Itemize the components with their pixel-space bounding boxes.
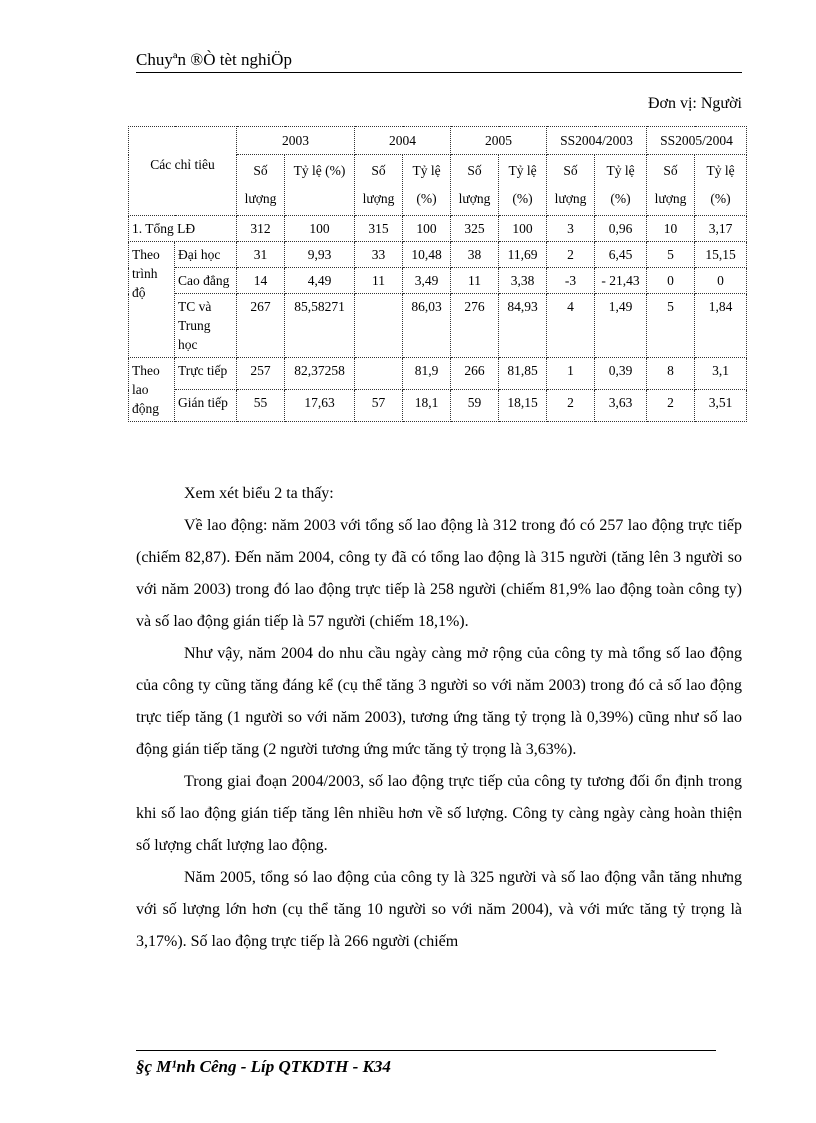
table-cell [355,358,403,390]
table-cell: 14 [237,268,285,294]
paragraph: Xem xét biểu 2 ta thấy: [184,485,334,502]
table-cell: 3,51 [695,390,747,422]
table-cell: 3,38 [499,268,547,294]
table-cell: 2 [647,390,695,422]
table-cell: 11 [451,268,499,294]
table-cell: 11 [355,268,403,294]
paragraph: Năm 2005, tổng só lao động của công ty là 325 người và số lao động vẫn tăng nhưng với số lượng lớn hơn (cụ thể tăng 10 người so với năm 2004), và với mức tăng tỷ trọng là 3,17%). Số lao động trực tiếp là 266 người (chiếm [136,869,742,950]
labor-table [128,126,747,422]
col-header-qty: Số lượng [237,155,285,216]
col-header-ratio: Tỷ lệ (%) [285,155,355,216]
year-header: 2004 [355,127,451,155]
table-cell: 4 [547,294,595,358]
paragraph: Về lao động: năm 2003 với tổng số lao động là 312 trong đó có 257 lao động trực tiếp (chiếm 82,87). Đến năm 2004, công ty đã có tổng lao động là 315 người (tăng lên 3 người so với năm 2003) trong đó lao động trực tiếp là 258 người (chiếm 81,9% lao động toàn công ty) và số lao động gián tiếp là 57 người (chiếm 18,1%). [136,517,742,630]
table-cell: 15,15 [695,242,747,268]
table-row [129,358,747,390]
table-cell: 4,49 [285,268,355,294]
table-header-years [129,127,747,155]
table-row [129,294,747,358]
table-cell: 100 [499,216,547,242]
table-cell: 266 [451,358,499,390]
table-cell: 5 [647,294,695,358]
table-cell: 1 [547,358,595,390]
col-header-qty: Số lượng [547,155,595,216]
table-cell: 81,85 [499,358,547,390]
table-cell: 3,63 [595,390,647,422]
table-cell: 9,93 [285,242,355,268]
table-cell: 6,45 [595,242,647,268]
table-row [129,390,747,422]
col-header-ratio: Tỷ lệ (%) [403,155,451,216]
table-cell: 3 [547,216,595,242]
table-cell: 0,96 [595,216,647,242]
table-cell: 18,15 [499,390,547,422]
table-cell: 100 [285,216,355,242]
table-cell: 3,17 [695,216,747,242]
year-header: SS2005/2004 [647,127,747,155]
unit-label: Đơn vị: Người [647,95,742,112]
table-cell: 0 [695,268,747,294]
table-cell: 10,48 [403,242,451,268]
table-cell: 59 [451,390,499,422]
table-cell: 276 [451,294,499,358]
header-title: Chuyªn ®Ò tèt nghiÖp [136,50,292,69]
table-row [129,268,747,294]
table-cell: 11,69 [499,242,547,268]
table-cell: 1,84 [695,294,747,358]
row-label: Trực tiếp [175,358,237,390]
table-cell: 315 [355,216,403,242]
paragraph: Trong giai đoạn 2004/2003, số lao động trực tiếp của công ty tương đối ổn định trong khi số lao động gián tiếp tăng lên nhiều hơn về số lượng. Công ty càng ngày càng hoàn thiện số lượng chất lượng lao động. [136,773,742,854]
table-cell: 86,03 [403,294,451,358]
table-cell: 8 [647,358,695,390]
group-label: Theo trình độ [129,242,175,358]
col-header-ratio: Tỷ lệ (%) [695,155,747,216]
table-cell: 3,49 [403,268,451,294]
year-header: 2005 [451,127,547,155]
table-cell: -3 [547,268,595,294]
table-cell: 81,9 [403,358,451,390]
table-cell: 85,58271 [285,294,355,358]
table-cell: 33 [355,242,403,268]
row-label: Đại học [175,242,237,268]
table-cell: 38 [451,242,499,268]
table-cell: 1,49 [595,294,647,358]
table-row [129,242,747,268]
col-header-ratio: Tỷ lệ (%) [499,155,547,216]
body-text [136,478,742,958]
table-cell: 100 [403,216,451,242]
table-cell: 0,39 [595,358,647,390]
table-cell: 3,1 [695,358,747,390]
table-cell: 267 [237,294,285,358]
footer-text: §ç M¹nh Cêng - Líp QTKDTH - K34 [136,1057,391,1076]
table-cell: 10 [647,216,695,242]
table-cell: - 21,43 [595,268,647,294]
table-cell: 312 [237,216,285,242]
paragraph: Như vậy, năm 2004 do nhu cầu ngày càng mở rộng của công ty mà tổng số lao động của công ty cũng tăng đáng kể (cụ thể tăng 3 người so với năm 2003) trong đó cả số lao động trực tiếp tăng (1 người so với năm 2003), tương ứng tăng tỷ trọng là 0,39%) cũng như số lao động gián tiếp tăng (2 người tương ứng mức tăng tỷ trọng là 3,63%). [136,645,742,758]
table-cell: 55 [237,390,285,422]
table-cell: 18,1 [403,390,451,422]
row-label: 1. Tổng LĐ [129,216,237,242]
row-label: Cao đẳng [175,268,237,294]
table-cell: 57 [355,390,403,422]
group-label: Theo lao động [129,358,175,422]
col-header-qty: Số lượng [647,155,695,216]
table-cell: 17,63 [285,390,355,422]
table-cell: 31 [237,242,285,268]
table-cell: 5 [647,242,695,268]
year-header: 2003 [237,127,355,155]
table-cell: 325 [451,216,499,242]
table-cell: 2 [547,242,595,268]
table-row-total [129,216,747,242]
table-cell: 2 [547,390,595,422]
criteria-header: Các chỉ tiêu [129,127,237,216]
table-cell: 82,37258 [285,358,355,390]
row-label: Gián tiếp [175,390,237,422]
year-header: SS2004/2003 [547,127,647,155]
col-header-qty: Số lượng [451,155,499,216]
table-cell [355,294,403,358]
col-header-ratio: Tỷ lệ (%) [595,155,647,216]
row-label: TC và Trung học [175,294,237,358]
page-footer [136,1050,716,1077]
page-header [136,50,742,73]
col-header-qty: Số lượng [355,155,403,216]
table-cell: 84,93 [499,294,547,358]
table-cell: 0 [647,268,695,294]
table-cell: 257 [237,358,285,390]
